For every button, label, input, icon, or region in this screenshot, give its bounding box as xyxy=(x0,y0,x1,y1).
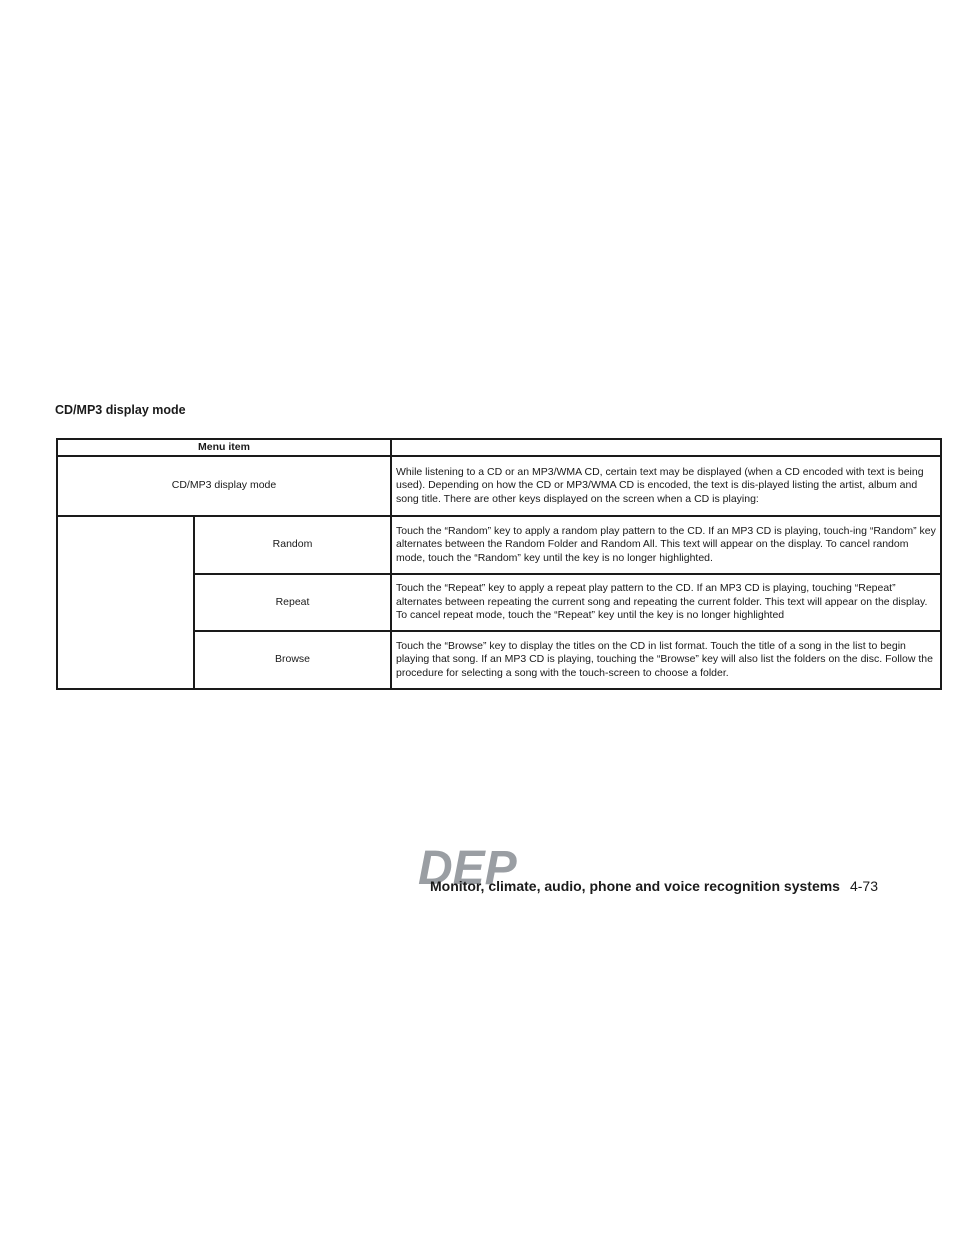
table-cell-label: CD/MP3 display mode xyxy=(57,456,391,516)
table-cell-label: Random xyxy=(194,516,391,574)
menu-item-table xyxy=(56,438,942,690)
table-row xyxy=(57,456,941,516)
table-cell-description: Touch the “Browse” key to display the titles on the CD in list format. Touch the title of a song in the list to begin playing that song. If an MP3 CD is playing, touching the “Browse” key will also list the folders on the disc. Follow the procedure for selecting a song with the touch-screen to choose a folder. xyxy=(391,631,941,689)
footer-title: Monitor, climate, audio, phone and voice recognition systems xyxy=(430,878,840,894)
table-cell-description: While listening to a CD or an MP3/WMA CD, certain text may be displayed (when a CD encoded with text is being used). Depending on how the CD or MP3/WMA CD is encoded, the text is dis-played listing the artist, album and song title. There are other keys displayed on the screen when a CD is playing: xyxy=(391,456,941,516)
table-header-row xyxy=(57,439,941,456)
section-title: CD/MP3 display mode xyxy=(55,403,186,417)
table-cell-label: Browse xyxy=(194,631,391,689)
table-cell-description: Touch the “Random” key to apply a random play pattern to the CD. If an MP3 CD is playing, touch-ing “Random” key alternates between the Random Folder and Random All. This text will appear on the display. To cancel random mode, touch the “Random” key until the key is no longer highlighted. xyxy=(391,516,941,574)
page-number: 4-73 xyxy=(849,878,878,894)
table-header-menu-item: Menu item xyxy=(57,439,391,456)
page-footer xyxy=(430,878,912,894)
table-cell-description: Touch the “Repeat” key to apply a repeat play pattern to the CD. If an MP3 CD is playing, touching “Repeat” alternates between repeating the current song and repeating the current folder. This text will appear on the display. To cancel repeat mode, touch the “Repeat” key until the key is no longer highlighted xyxy=(391,574,941,631)
table-header-description xyxy=(391,439,941,456)
table-cell-label: Repeat xyxy=(194,574,391,631)
table-cell-empty xyxy=(57,516,194,689)
table-row xyxy=(57,516,941,574)
logo-text: DEP xyxy=(418,844,517,894)
